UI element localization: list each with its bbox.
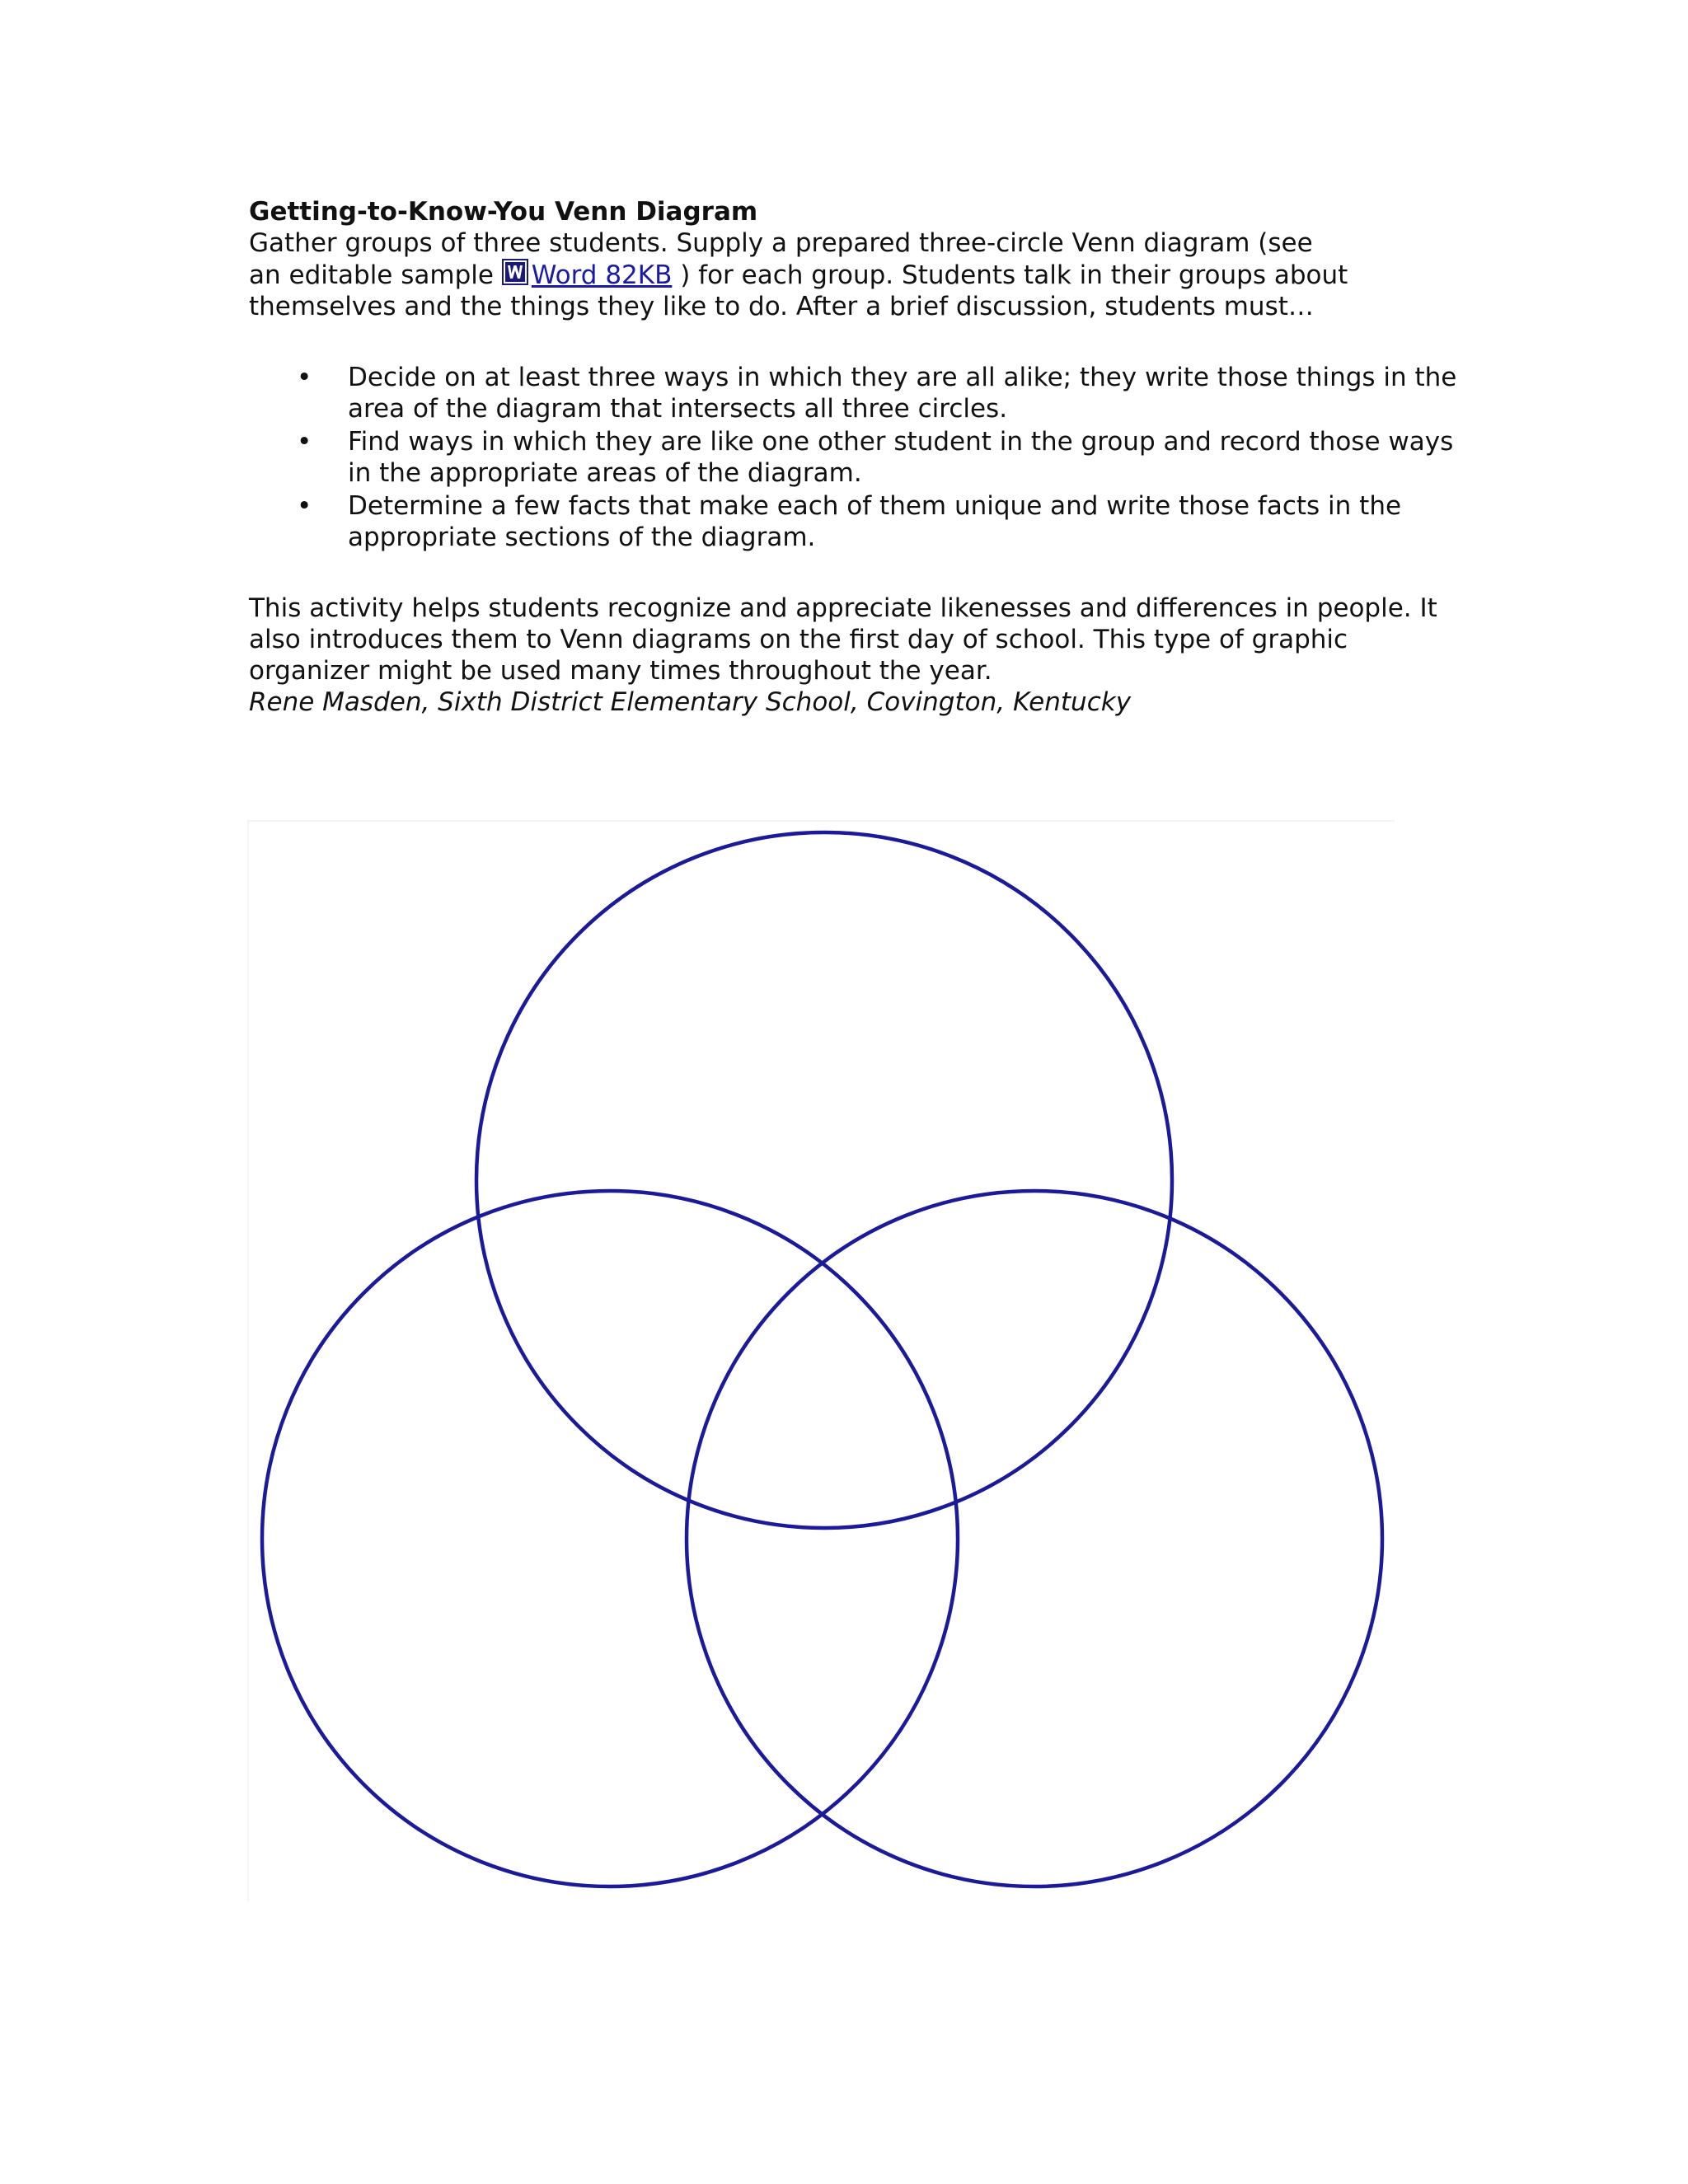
venn-circle-top: [476, 832, 1172, 1528]
list-item-line-1: Determine a few facts that make each of them unique and write those facts in the: [348, 491, 1402, 521]
word-document-icon[interactable]: [502, 259, 528, 285]
closing-line-3: organizer might be used many times throughout the year.: [249, 656, 992, 686]
word-82kb-link[interactable]: Word 82KB: [531, 260, 673, 290]
list-item: [249, 490, 1461, 553]
list-item-line-1: Decide on at least three ways in which they are all alike; they write those things in the: [348, 363, 1457, 392]
page-title: Getting-to-Know-You Venn Diagram: [249, 197, 758, 227]
list-item: [249, 362, 1461, 424]
venn-diagram-svg: [249, 822, 1395, 1901]
closing-paragraph: [249, 593, 1461, 687]
venn-circle-left: [262, 1191, 958, 1886]
list-item-line-2: in the appropriate areas of the diagram.: [348, 458, 862, 488]
intro-line-1: Gather groups of three students. Supply a prepared three-circle Venn diagram (see: [249, 228, 1313, 258]
intro-line-2: [249, 259, 1461, 291]
list-item-line-2: appropriate sections of the diagram.: [348, 523, 816, 552]
list-item: [249, 426, 1461, 489]
list-item-line-2: area of the diagram that intersects all three circles.: [348, 394, 1008, 424]
closing-line-1: This activity helps students recognize and appreciate likenesses and differences in people. It: [249, 593, 1437, 623]
closing-line-2: also introduces them to Venn diagrams on the first day of school. This type of graphic: [249, 625, 1348, 654]
bullet-icon: •: [297, 491, 312, 521]
attribution: Rene Masden, Sixth District Elementary School, Covington, Kentucky: [249, 687, 1132, 717]
venn-circle-right: [687, 1191, 1382, 1886]
list-item-line-1: Find ways in which they are like one other student in the group and record those ways: [348, 427, 1454, 457]
bullet-icon: •: [297, 427, 312, 457]
bullet-icon: •: [297, 363, 312, 392]
intro-line-2-start: an editable sample: [249, 260, 502, 290]
intro-line-3: themselves and the things they like to do. After a brief discussion, students must…: [249, 292, 1314, 321]
intro-line-2-end: ) for each group. Students talk in their groups about: [672, 260, 1348, 290]
instruction-list: [249, 362, 1461, 553]
venn-diagram: [247, 820, 1395, 1901]
intro-paragraph: [249, 227, 1461, 322]
document-text: [249, 196, 1461, 718]
